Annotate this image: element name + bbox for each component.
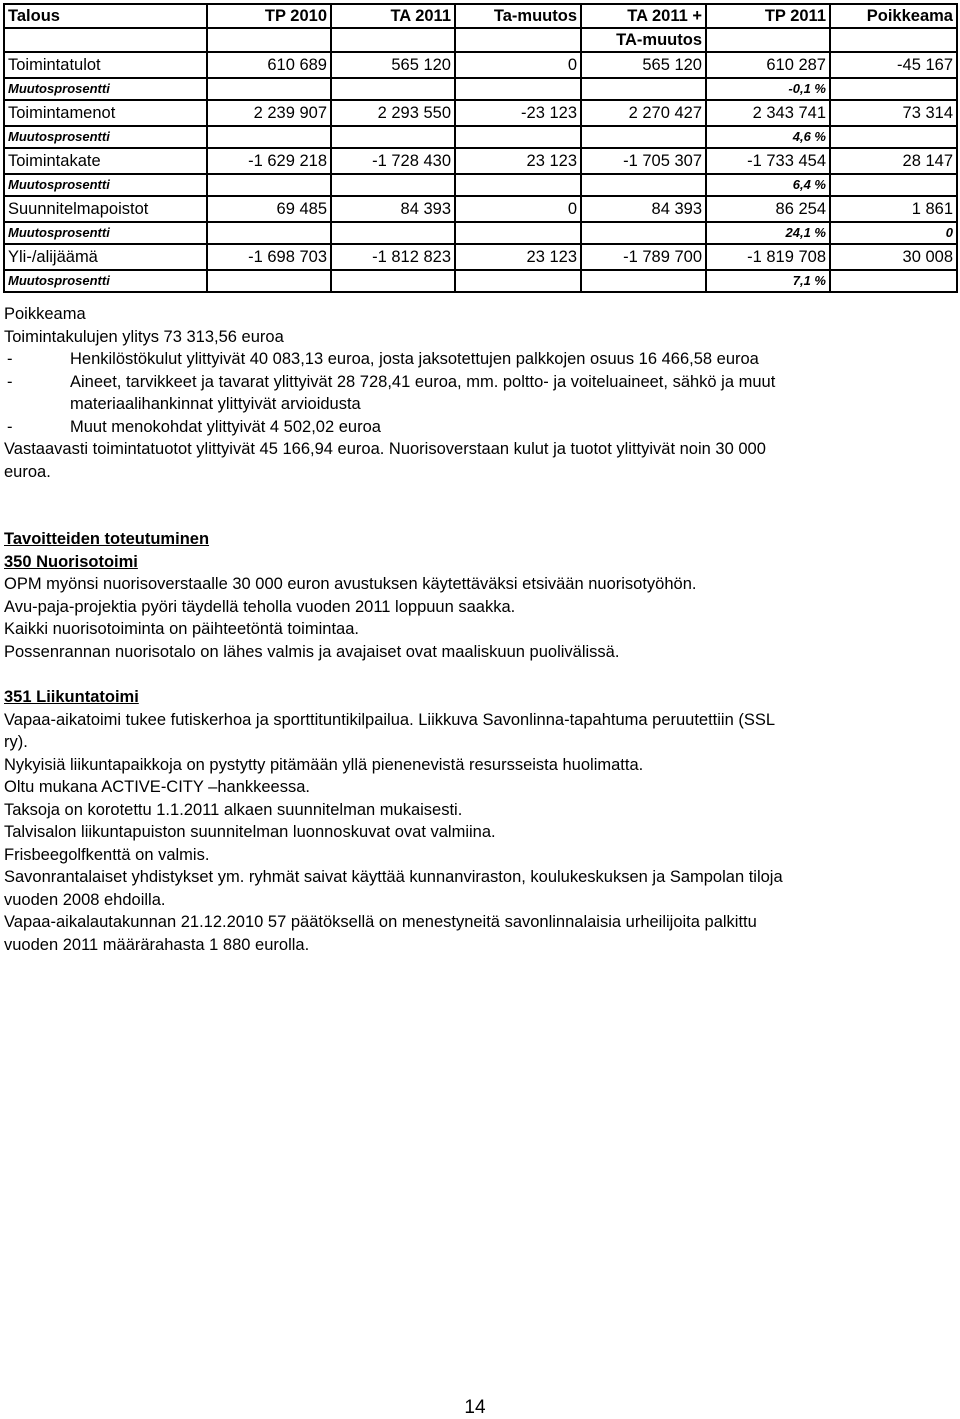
percent-row (4, 222, 957, 244)
subsection-heading: 350 Nuorisotoimi (4, 552, 138, 571)
row-label: Muutosprosentti (4, 174, 207, 196)
table-cell: 0 (830, 222, 957, 244)
table-cell: 69 485 (207, 196, 331, 222)
table-cell: 565 120 (331, 52, 455, 78)
table-cell (581, 270, 706, 292)
finance-table (3, 3, 958, 293)
table-cell: 23 123 (455, 148, 581, 174)
paragraph: Oltu mukana ACTIVE-CITY –hankkeessa. (4, 778, 310, 796)
table-cell (830, 174, 957, 196)
table-cell: -1 629 218 (207, 148, 331, 174)
table-cell: 2 293 550 (331, 100, 455, 126)
row-label: Suunnitelmapoistot (4, 196, 207, 222)
table-cell: 4,6 % (706, 126, 830, 148)
table-cell: 73 314 (830, 100, 957, 126)
paragraph: Vapaa-aikatoimi tukee futiskerhoa ja sporttituntikilpailua. Liikkuva Savonlinna-tapahtuma peruutettiin (SSL (4, 710, 776, 729)
table-cell (581, 222, 706, 244)
table-cell (331, 174, 455, 196)
paragraph: Savonrantalaiset yhdistykset ym. ryhmät saivat käyttää kunnanviraston, koulukeskuksen ja Sampolan tiloja (4, 868, 783, 886)
table-cell (207, 222, 331, 244)
table-cell: -1 789 700 (581, 244, 706, 270)
header-cell: Ta-muutos (455, 4, 581, 28)
paragraph: ry). (4, 733, 28, 751)
bullet-mark (4, 393, 70, 416)
header-cell: TA-muutos (581, 28, 706, 52)
table-cell: 610 689 (207, 52, 331, 78)
row-label: Muutosprosentti (4, 222, 207, 244)
paragraph: Avu-paja-projektia pyöri täydellä teholla vuoden 2011 loppuun saakka. (4, 597, 516, 616)
page-number: 14 (464, 1397, 486, 1418)
bullet-list (4, 348, 775, 438)
bullet-text: Henkilöstökulut ylittyivät 40 083,13 euroa, josta jaksotettujen palkkojen osuus 16 466,58 euroa (70, 350, 759, 368)
table-cell: 6,4 % (706, 174, 830, 196)
paragraph: Toimintakulujen ylitys 73 313,56 euroa (4, 327, 284, 346)
bullet-item (4, 348, 775, 371)
section-heading: Tavoitteiden toteutuminen (4, 530, 210, 548)
paragraph: Taksoja on korotettu 1.1.2011 alkaen suunnitelman mukaisesti. (4, 800, 463, 819)
table-cell (455, 270, 581, 292)
table-cell (830, 126, 957, 148)
bullet-mark: - (7, 372, 13, 391)
table-cell (207, 126, 331, 148)
table-cell (331, 270, 455, 292)
paragraph: Nykyisiä liikuntapaikkoja on pystytty pitämään yllä pienenevistä resursseista huolimatta. (4, 755, 644, 774)
table-cell: 28 147 (830, 148, 957, 174)
percent-row (4, 126, 957, 148)
bullet-text: materiaalihankinnat ylittyivät arvioidusta (70, 395, 361, 413)
table-row (4, 100, 957, 126)
header-cell: TP 2010 (207, 4, 331, 28)
table-cell: 84 393 (331, 196, 455, 222)
row-label: Toimintakate (4, 148, 207, 174)
table-cell: 0 (455, 196, 581, 222)
table-cell: 610 287 (706, 52, 830, 78)
table-cell: -1 728 430 (331, 148, 455, 174)
paragraph: Frisbeegolfkenttä on valmis. (4, 845, 210, 864)
bullet-text: Aineet, tarvikkeet ja tavarat ylittyivät 28 728,41 euroa, mm. poltto- ja voiteluaineet, sähkö ja muut (70, 372, 776, 391)
table-cell: 86 254 (706, 196, 830, 222)
bullet-item (4, 416, 775, 439)
table-cell: 23 123 (455, 244, 581, 270)
bullet-item (4, 393, 775, 416)
table-cell: 2 343 741 (706, 100, 830, 126)
table-cell: -23 123 (455, 100, 581, 126)
row-label: Toimintamenot (4, 100, 207, 126)
table-cell (581, 174, 706, 196)
header-cell: Talous (4, 4, 207, 28)
table-cell: -1 812 823 (331, 244, 455, 270)
table-header-row (4, 4, 957, 28)
row-label: Yli-/alijäämä (4, 244, 207, 270)
table-cell (830, 270, 957, 292)
table-cell (581, 78, 706, 100)
table-cell: 24,1 % (706, 222, 830, 244)
table-cell: -1 698 703 (207, 244, 331, 270)
percent-row (4, 174, 957, 196)
table-cell (331, 126, 455, 148)
table-cell (207, 78, 331, 100)
table-cell: 1 861 (830, 196, 957, 222)
table-cell: -1 705 307 (581, 148, 706, 174)
subsection-heading: 351 Liikuntatoimi (4, 688, 139, 706)
table-cell: 7,1 % (706, 270, 830, 292)
paragraph: vuoden 2011 määrärahasta 1 880 eurolla. (4, 935, 310, 954)
table-cell: -45 167 (830, 52, 957, 78)
row-label: Muutosprosentti (4, 270, 207, 292)
paragraph: Possenrannan nuorisotalo on lähes valmis ja avajaiset ovat maaliskuun puolivälissä. (4, 642, 620, 661)
table-cell: 0 (455, 52, 581, 78)
deviation-section (4, 303, 775, 483)
row-label: Muutosprosentti (4, 78, 207, 100)
row-label: Muutosprosentti (4, 126, 207, 148)
table-cell: 84 393 (581, 196, 706, 222)
header-cell: Poikkeama (830, 4, 957, 28)
bullet-item (4, 371, 775, 394)
goals-section (4, 528, 696, 663)
table-cell: 2 270 427 (581, 100, 706, 126)
paragraph: Kaikki nuorisotoiminta on päihteetöntä toimintaa. (4, 620, 359, 638)
table-row (4, 52, 957, 78)
table-cell: 2 239 907 (207, 100, 331, 126)
paragraph: Vastaavasti toimintatuotot ylittyivät 45 166,94 euroa. Nuorisoverstaan kulut ja tuotot ylittyivät noin 30 000 (4, 440, 766, 458)
header-cell: TA 2011 + (581, 4, 706, 28)
table-row (4, 244, 957, 270)
bullet-mark: - (7, 350, 13, 368)
table-cell (331, 222, 455, 244)
bullet-mark: - (7, 417, 13, 436)
table-cell (455, 222, 581, 244)
bullet-text: Muut menokohdat ylittyivät 4 502,02 euroa (70, 417, 381, 436)
table-row (4, 148, 957, 174)
table-cell: -0,1 % (706, 78, 830, 100)
table-cell (331, 78, 455, 100)
table-cell (455, 174, 581, 196)
paragraph: euroa. (4, 462, 51, 481)
table-header-row-2 (4, 28, 957, 52)
header-cell: TP 2011 (706, 4, 830, 28)
table-cell (207, 174, 331, 196)
table-cell (455, 126, 581, 148)
paragraph: OPM myönsi nuorisoverstaalle 30 000 euron avustuksen käytettäväksi etsivään nuorisotyöhön. (4, 575, 697, 593)
paragraph: vuoden 2008 ehdoilla. (4, 890, 166, 909)
table-cell (830, 78, 957, 100)
paragraph: Talvisalon liikuntapuiston suunnitelman luonnoskuvat ovat valmiina. (4, 823, 496, 841)
section-title: Poikkeama (4, 305, 86, 323)
table-cell: 565 120 (581, 52, 706, 78)
sports-section (4, 686, 783, 956)
table-cell (207, 270, 331, 292)
table-row (4, 196, 957, 222)
percent-row (4, 78, 957, 100)
paragraph: Vapaa-aikalautakunnan 21.12.2010 57 päätöksellä on menestyneitä savonlinnalaisia urheilijoita palkittu (4, 913, 757, 931)
table-cell: 30 008 (830, 244, 957, 270)
table-cell (455, 78, 581, 100)
table-cell: -1 733 454 (706, 148, 830, 174)
row-label: Toimintatulot (4, 52, 207, 78)
table-cell (581, 126, 706, 148)
table-cell: -1 819 708 (706, 244, 830, 270)
percent-row (4, 270, 957, 292)
header-cell: TA 2011 (331, 4, 455, 28)
